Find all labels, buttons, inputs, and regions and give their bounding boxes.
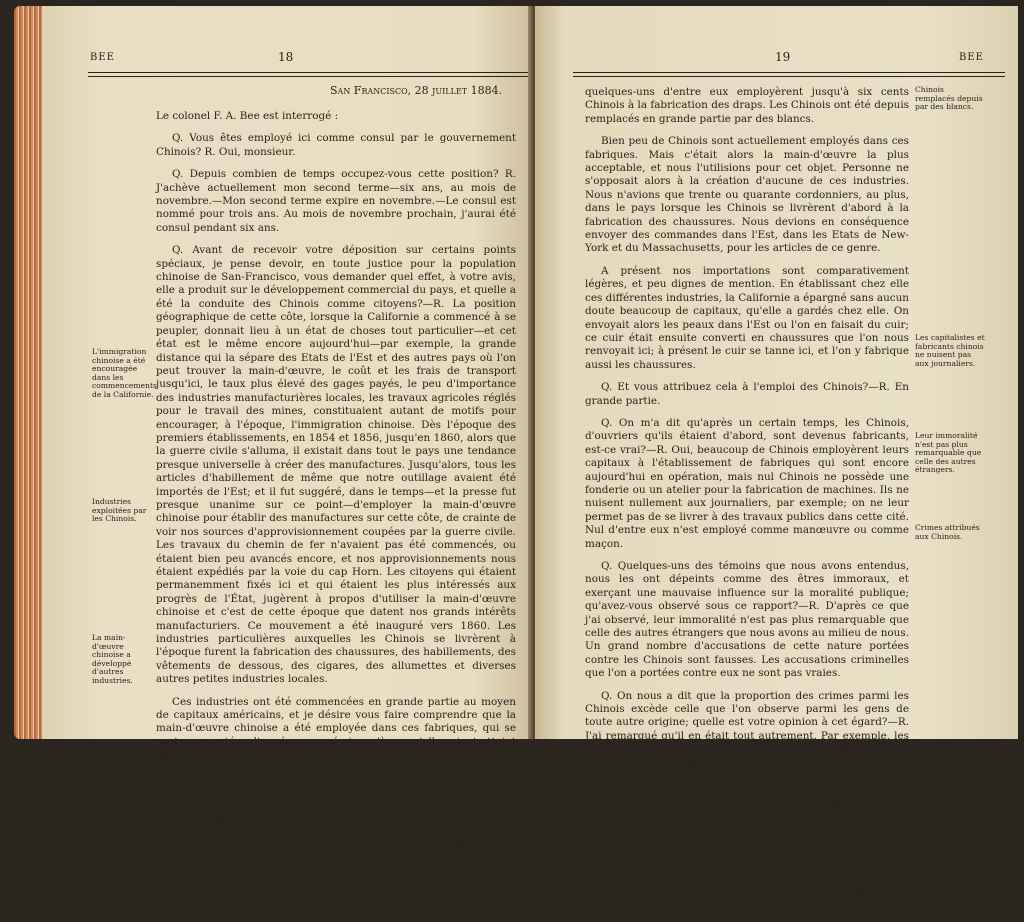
header-rule-left-thin [88,76,528,77]
paragraph: Q. Avant de recevoir votre déposition sur certains points spéciaux, je pense devoir, en toute justice pour la population chinoise de San-Francisco, vous demander quel effet, à votre avis, elle a produit sur le développement commercial du pays, et quelle a été la conduite des Chinois comme citoyens?—R. La position géographique de cette côte, lorsque la Californie a commencé à se peupler, donnait lieu à un état de choses tout particulier—et cet état est le même encore aujourd'hui—par exemple, la grande distance qui la sépare des Etats de l'Est et des autres pays où l'on peut trouver la main-d'œuvre, le coût et les frais de transport jusqu'ici, le taux plus élevé des gages payés, le peu d'importance des industries manufacturières locales, les travaux agricoles réglés pour le travail des mines, constituaient autant de motifs pour encourager, à l'époque, l'immigration chinoise. Dès l'époque des premiers établissements, en 1854 et 1856, jusqu'en 1860, alors que la guerre civile s'alluma, il existait dans tout le pays une tendance presque universelle à créer des manufactures. Jusqu'alors, tous les articles d'habillement de même que notre outillage avaient été importés de l'Est; et il fut suggéré, dans le temps—et la presse fut presque unanime sur ce point—d'employer la main-d'œuvre chinoise pour établir des manufactures sur cette côte, de crainte de voir nos sources d'approvisionnement coupées par la guerre civile. Les travaux du chemin de fer n'avaient pas été commencés, ou étaient bien peu avancés encore, et nos approvisionnements nous étaient expédiés par la voie du cap Horn. Les citoyens qui étaient permanemment fixés ici et qui étaient les plus intéressés aux progrès de l'État, jugèrent à propos d'utiliser la main-d'œuvre chinoise et c'est de cette époque que datent nos grands intérêts manufacturiers. Ce mouvement a été inauguré vers 1860. Les industries particulières auxquelles les Chinois se livrèrent à l'époque furent la fabrication des chaussures, des habillements, des vêtements de dessous, des cigares, des allumettes et diverses autres petites industries locales. [156,244,516,686]
margin-note: Industries exploitées par les Chinois. [92,497,147,524]
paragraph: Le colonel F. A. Bee est interrogé : [156,110,339,122]
margin-note: L'immigration chinoise a été encouragée dans les commencements de la Californie. [92,347,157,399]
right-body-text [585,86,909,922]
paragraph: Q. Et vous attribuez cela à l'emploi des Chinois?—R. En grande partie. [585,381,909,407]
page-number-right: 19 [775,50,791,64]
margin-note: Crimes attribués aux Chinois. [915,523,980,541]
header-rule-left [88,72,528,73]
paragraph: Q. Vous êtes employé ici comme consul par le gouvernement Chinois? R. Oui, monsieur. [156,132,516,158]
paragraph: Q. Depuis combien de temps occupez-vous cette position? R. J'achève actuellement mon second terme—six ans, au mois de novembre.—Mon second terme expire en novembre.—Le consul est nommé pour trois ans. Au mois de novembre prochain, j'aurai été consul pendant six ans. [156,168,516,234]
header-rule-right [573,72,1005,73]
paragraph: Q. On m'a dit qu'après un certain temps, les Chinois, d'ouvriers qu'ils étaient d'abord, sont devenus fabricants, est-ce vrai?—R. Oui, beaucoup de Chinois employèrent leurs capitaux à l'établissement de fabriques qui sont encore aujourd'hui en opération, mais nul Chinois ne possède une fonderie ou un atelier pour la fabrication de machines. Ils ne nuisent nullement aux journaliers, par exemple; on ne leur permet pas de se livrer à des travaux publics dans cette cité. Nul d'entre eux n'est employé comme manœuvre ou comme maçon. [585,416,909,550]
margin-note: Chinois remplacés depuis par des blancs. [915,85,983,112]
running-head-left: BEE [90,52,115,63]
paragraph: Q. Quelques-uns des témoins que nous avons entendus, nous les ont dépeints comme des êtres immoraux, et exerçant une mauvaise influence sur la moralité publique; qu'avez-vous observé sous ce rapport?—R. D'après ce que j'ai observé, leur immoralité n'est pas plus remarquable que celle des autres étrangers que nous avons au milieu de nous. Un grand nombre d'accusations de cette nature portées contre les Chinois sont fausses. Les accusations criminelles que l'on a portées contre eux ne sont pas vraies. [585,560,909,680]
dateline: San Francisco, 28 juillet 1884. [330,84,503,97]
margin-note: La main-d'œuvre chinoise a développé d'autres industries. [92,633,133,685]
margin-note: Les capitalistes et fabricants chinois ne nuisent pas aux journaliers. [915,333,985,368]
header-rule-right-thin [573,76,1005,77]
paragraph: Nos achats dans l'Est à cette époque, s'élevaient à quarante millions de piastres; nous n'y envoyons pas maintenant plus de dix-huit à vingt millions pour le même objet. Le succès obtenu dans ces fabriques grâce à la main-d'œuvre chinoise en a développé d'autres, tout naturellement. L'agriculture, les fonderies, les ateliers pour la fabrication des machines et des tissus de laine ont attiré les capitaux. Nous exportions autrefois notre laine. Les capitalistes établirent des fabriques d'étoffes de laine, et [156,771,516,878]
paragraph: Bien peu de Chinois sont actuellement employés dans ces fabriques. Mais c'était alors la main-d'œuvre la plus acceptable, et nous l'utilisions pour cet objet. Personne ne s'opposait alors à la création d'aucune de ces industries. Nous n'avions que trente ou quarante cordonniers, au plus, dans le pays lorsque les Chinois se livrèrent d'abord à la fabrication des chaussures. Nous devions en conséquence envoyer des commandes dans l'Est, dans les Etats de New-York et du Massachusetts, pour les articles de ce genre. [585,135,909,255]
page-number-left: 18 [278,50,294,64]
right-page [535,6,1018,912]
left-body-text [156,110,516,888]
paragraph: Q. Nous avons entendu le chef de police Crowley, et il nous a montré des livres contenant les photographies de trois ou quatre mille voleurs—tous [585,872,909,912]
paragraph: Ces industries ont été commencées en grande partie au moyen de capitaux américains, et je désire vous faire comprendre que la main-d'œuvre chinoise a été employée dans ces fabriques, qui se sont augmentées d'année en année jusqu'à ce qu'elles aient atteint de très grandes proportions. [156,695,516,762]
paragraph: A présent nos importations sont comparativement légères, et peu dignes de mention. En établissant chez elle ces différentes industries, la Californie a épargné sans aucun doute beaucoup de capitaux, qu'elle a gardés chez elle. On envoyait alors les peaux dans l'Est ou l'on en faisait du cuir; ce cuir était ensuite converti en chaussures que l'on nous renvoyait ici; à présent le cuir se tanne ici, et l'on y fabrique aussi les chaussures. [585,264,909,371]
paragraph: quelques-uns d'entre eux employèrent jusqu'à six cents Chinois à la fabrication des draps. Les Chinois ont été depuis remplacés en grande partie par des blancs. [585,86,909,125]
margin-note: Leur immoralité n'est pas plus remarquable que celle des autres étrangers. [915,431,982,475]
paragraph: Q. On nous a dit que la proportion des crimes parmi les Chinois excède celle que l'on observe parmi les gens de toute autre origine; quelle est votre opinion à cet égard?—R. J'ai remarqué qu'il en était tout autrement. Par exemple, les archives de la police, il y a quelques années, indiquaient une proportion beaucoup plus forte de Chinois arrêtés pour des offenses criminelles. Si vous examinez ces documents, vous trouverez que soixante ou soixante-quinze pour cent de ces arrestations ont été faites pour des offenses légères, comme, par exemple, pour violation de la loi qui veut que, dans chaque logement, il y ait cinq cents pieds d'air cubes par individu. De nombreuses arrestations ont été faites dans une seule nuit pour violation de cette loi. [585,689,909,863]
running-head-right: BEE [959,52,984,63]
left-page [42,6,532,878]
